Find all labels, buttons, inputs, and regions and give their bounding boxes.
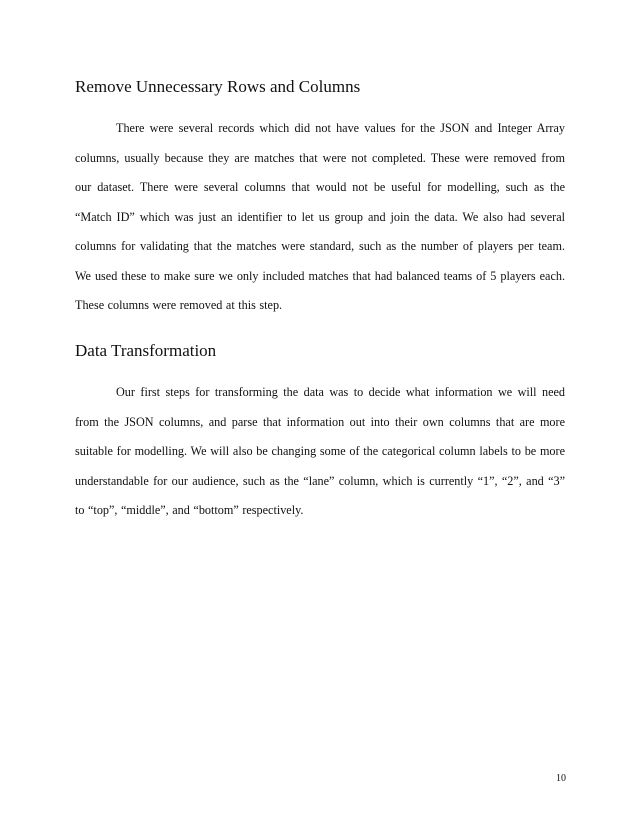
section-heading-remove-rows-columns: Remove Unnecessary Rows and Columns — [75, 77, 361, 96]
section-heading-data-transformation: Data Transformation — [75, 341, 217, 360]
page-number: 10 — [556, 773, 566, 784]
section-paragraph-data-transformation: Our first steps for transforming the data was to decide what information we will need from the JSON columns, and parse that information out into their own columns that are more suitable for modelling. We will also be changing some of the categorical column labels to be more understandable for our audience, such as the “lane” column, which is currently “1”, “2”, and “3” to “top”, “middle”, and “bottom” respectively. — [75, 385, 565, 517]
section-paragraph-remove-rows-columns: There were several records which did not have values for the JSON and Integer Array columns, usually because they are matches that were not completed. These were removed from our dataset. There were several columns that would not be useful for modelling, such as the “Match ID” which was just an identifier to let us group and join the data. We also had several columns for validating that the matches were standard, such as the number of players per team. We used these to make sure we only included matches that had balanced teams of 5 players each. These columns were removed at this step. — [75, 121, 565, 312]
